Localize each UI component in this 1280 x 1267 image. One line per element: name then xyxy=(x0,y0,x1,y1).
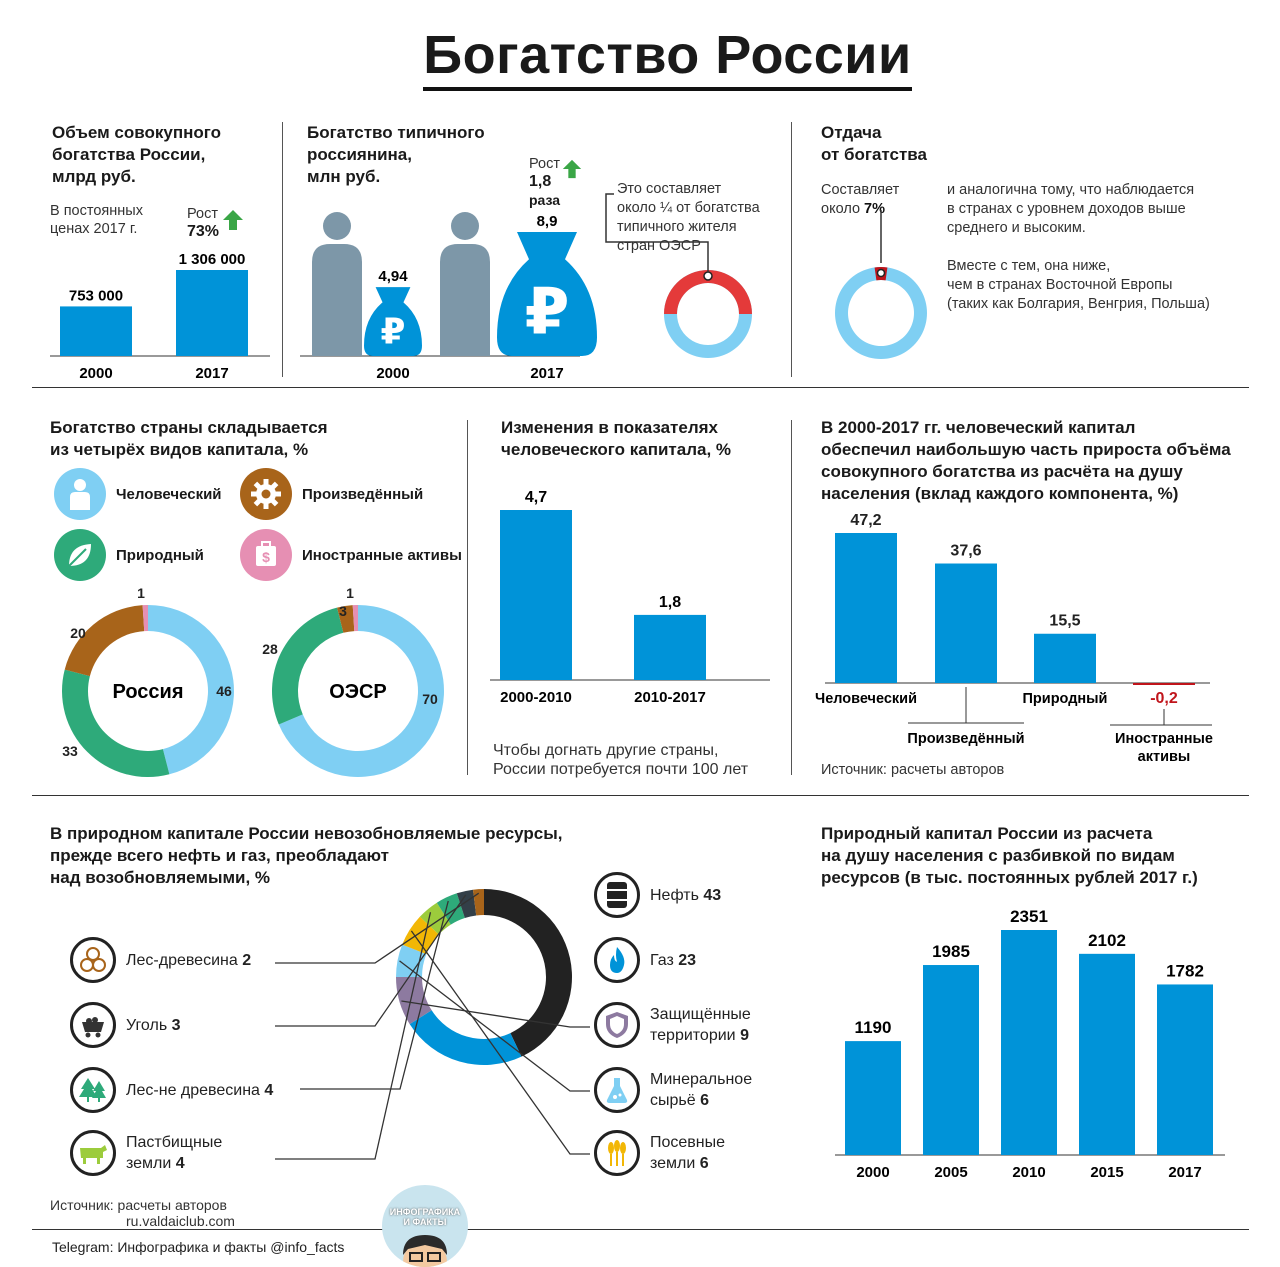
barrel-icon xyxy=(594,872,640,918)
bar xyxy=(1157,984,1213,1155)
s6-heading: В 2000-2017 гг. человеческий капитал обеспечил наибольшую часть прироста объёма совокупного богатства из расчёта на душу населения (вклад каждого компонента, %) xyxy=(821,418,1231,503)
legend-foreign: $ Иностранные активы xyxy=(240,529,462,581)
s8-bar-chart xyxy=(830,900,1230,1190)
divider xyxy=(32,387,1249,388)
item-protected: Защищённые территории 9 xyxy=(594,1002,751,1048)
x-tick-label: 2000 xyxy=(376,365,410,382)
bar xyxy=(1133,683,1195,685)
logs-icon xyxy=(70,937,116,983)
item-coal: Уголь 3 xyxy=(70,1002,181,1048)
s5-note: Чтобы догнать другие страны, России потребуется почти 100 лет xyxy=(493,742,749,778)
ruble-sign: ₽ xyxy=(380,311,406,352)
x-tick-label: 2010-2017 xyxy=(634,689,706,706)
s2-heading: Богатство типичного россиянина, млн руб. xyxy=(307,123,485,186)
s3-return-ring xyxy=(820,210,950,370)
slice-label: 1 xyxy=(137,585,145,601)
bar xyxy=(500,510,572,680)
item-forest-nontimber: Лес-не древесина 4 xyxy=(70,1067,273,1113)
donut-center-label: Россия xyxy=(112,681,184,703)
bar-value-label: 1782 xyxy=(1166,961,1204,981)
x-tick-label: 2005 xyxy=(934,1164,968,1181)
divider xyxy=(467,420,468,775)
x-tick-label: Природный xyxy=(1022,691,1108,707)
item-pasture: Пастбищные земли 4 xyxy=(70,1130,222,1176)
divider xyxy=(791,420,792,775)
bar-value-label: 2351 xyxy=(1010,907,1048,926)
bag-value-label: 8,9 xyxy=(536,213,558,230)
slice-label: 33 xyxy=(62,743,78,759)
cow-icon xyxy=(70,1130,116,1176)
safe-icon xyxy=(240,529,292,581)
x-tick-label: Человеческий xyxy=(815,691,917,707)
callout-line xyxy=(606,194,708,272)
x-tick-label: Иностранные xyxy=(1115,731,1213,747)
item-crops: Посевные земли 6 xyxy=(594,1130,725,1176)
item-oil: Нефть 43 xyxy=(594,872,721,918)
tree-icon xyxy=(70,1067,116,1113)
person-icon-body xyxy=(440,244,490,356)
s3-left-text: Составляет около 7% xyxy=(821,182,900,217)
bar xyxy=(845,1041,901,1155)
s3-right-text2: Вместе с тем, она ниже, чем в странах Восточной Европы (таких как Болгария, Венгрия, Польша) xyxy=(947,258,1210,312)
telegram-link[interactable]: Telegram: Инфографика и факты @info_facts xyxy=(52,1239,345,1255)
item-gas: Газ 23 xyxy=(594,937,696,983)
legend-natural: Природный xyxy=(54,529,204,581)
x-tick-label: активы xyxy=(1137,749,1191,765)
s1-bar-chart xyxy=(40,240,280,386)
arrow-up-icon xyxy=(221,208,245,232)
divider xyxy=(32,795,1249,796)
legend-produced: Произведённый xyxy=(240,468,423,520)
arrow-up-icon xyxy=(561,158,583,180)
shield-icon xyxy=(594,1002,640,1048)
person-icon-body xyxy=(312,244,362,356)
s3-heading: Отдача от богатства xyxy=(821,123,927,164)
item-minerals: Минеральное сырьё 6 xyxy=(594,1067,752,1113)
flask-icon xyxy=(594,1067,640,1113)
donut-slice xyxy=(272,608,343,725)
s5-bar-chart xyxy=(480,470,780,715)
bar-value-label: 4,7 xyxy=(524,489,548,506)
divider xyxy=(32,1229,1249,1230)
bar xyxy=(1079,954,1135,1155)
bar-value-label: 1 306 000 xyxy=(178,251,246,268)
s1-note: В постоянных ценах 2017 г. xyxy=(50,203,143,237)
s3-right-text: и аналогична тому, что наблюдается в странах с уровнем доходов выше среднего и высоким. xyxy=(947,182,1195,236)
logo: ИНФОГРАФИКА И ФАКТЫ xyxy=(382,1185,468,1267)
x-tick-label: Произведённый xyxy=(907,731,1025,747)
bar-value-label: 15,5 xyxy=(1049,612,1081,630)
x-tick-label: 2000-2010 xyxy=(500,689,572,706)
bar-value-label: 1190 xyxy=(854,1018,892,1038)
bar-value-label: -0,2 xyxy=(1150,690,1178,707)
bar-value-label: 753 000 xyxy=(68,287,124,305)
gear-icon xyxy=(240,468,292,520)
callout-dot xyxy=(878,270,885,277)
face-icon xyxy=(382,1227,468,1267)
person-icon xyxy=(54,468,106,520)
capital-donuts xyxy=(40,580,460,790)
x-tick-label: 2010 xyxy=(1012,1164,1046,1181)
label-bracket xyxy=(1110,709,1212,725)
bar-value-label: 1,8 xyxy=(658,593,682,611)
s4-heading: Богатство страны складывается из четырёх видов капитала, % xyxy=(50,418,328,459)
divider xyxy=(791,122,792,377)
s2-growth: Рост 1,8 раза xyxy=(529,156,561,208)
callout-dot xyxy=(704,272,712,280)
mine-cart-icon xyxy=(70,1002,116,1048)
x-tick-label: 2017 xyxy=(530,365,564,382)
leaf-icon xyxy=(54,529,106,581)
bar-value-label: 37,6 xyxy=(950,542,982,560)
svg-text:$: $ xyxy=(262,549,270,565)
s6-bar-chart xyxy=(800,505,1240,770)
s5-heading: Изменения в показателях человеческого капитала, % xyxy=(501,418,732,459)
person-icon xyxy=(451,212,479,240)
s2-callout: Это составляет около ¼ от богатства типичного жителя стран ОЭСР xyxy=(617,181,760,254)
bar xyxy=(835,533,897,683)
donut-slice xyxy=(484,889,572,1057)
x-tick-label: 2017 xyxy=(1168,1164,1202,1181)
s6-source: Источник: расчеты авторов xyxy=(821,762,1005,778)
bar-value-label: 2102 xyxy=(1088,930,1126,950)
ring-segment xyxy=(835,267,927,359)
slice-label: 28 xyxy=(262,641,278,657)
bar xyxy=(634,615,706,680)
s2-figure-chart xyxy=(290,190,790,386)
bar-value-label: 47,2 xyxy=(850,512,882,529)
flame-icon xyxy=(594,937,640,983)
slice-label: 46 xyxy=(216,683,232,699)
bar xyxy=(1034,634,1096,683)
slice-label: 20 xyxy=(70,625,86,641)
divider xyxy=(282,122,283,377)
x-tick-label: 2015 xyxy=(1090,1164,1124,1181)
bar xyxy=(935,564,997,683)
ruble-sign: ₽ xyxy=(524,275,570,348)
bar xyxy=(60,306,132,356)
legend-human: Человеческий xyxy=(54,468,222,520)
bar xyxy=(1001,930,1057,1155)
donut-center-label: ОЭСР xyxy=(329,681,387,703)
slice-label: 70 xyxy=(422,691,438,707)
bar-value-label: 1985 xyxy=(932,942,970,962)
donut-slice xyxy=(410,1010,522,1065)
label-bracket xyxy=(908,687,1024,723)
s1-growth: Рост 73% xyxy=(187,206,220,240)
slice-label: 3 xyxy=(339,603,347,619)
slice-label: 1 xyxy=(346,585,354,601)
s1-heading: Объем совокупного богатства России, млрд руб. xyxy=(52,123,221,186)
s8-heading: Природный капитал России из расчета на душу населения с разбивкой по видам ресурсов (в тыс. постоянных рублей 2017 г.) xyxy=(821,824,1198,887)
bar xyxy=(923,965,979,1155)
x-tick-label: 2017 xyxy=(195,365,229,382)
bar xyxy=(176,270,248,356)
x-tick-label: 2000 xyxy=(79,365,113,382)
s7-source: Источник: расчеты авторов ru.valdaiclub.com xyxy=(50,1197,235,1229)
s7-heading: В природном капитале России невозобновляемые ресурсы, прежде всего нефть и газ, преобладают над возобновляемыми, % xyxy=(50,824,563,887)
page-title: Богатство России xyxy=(0,24,1280,86)
wheat-icon xyxy=(594,1130,640,1176)
person-icon xyxy=(323,212,351,240)
x-tick-label: 2000 xyxy=(856,1164,890,1181)
bag-value-label: 4,94 xyxy=(378,268,408,286)
item-forest-timber: Лес-древесина 2 xyxy=(70,937,251,983)
